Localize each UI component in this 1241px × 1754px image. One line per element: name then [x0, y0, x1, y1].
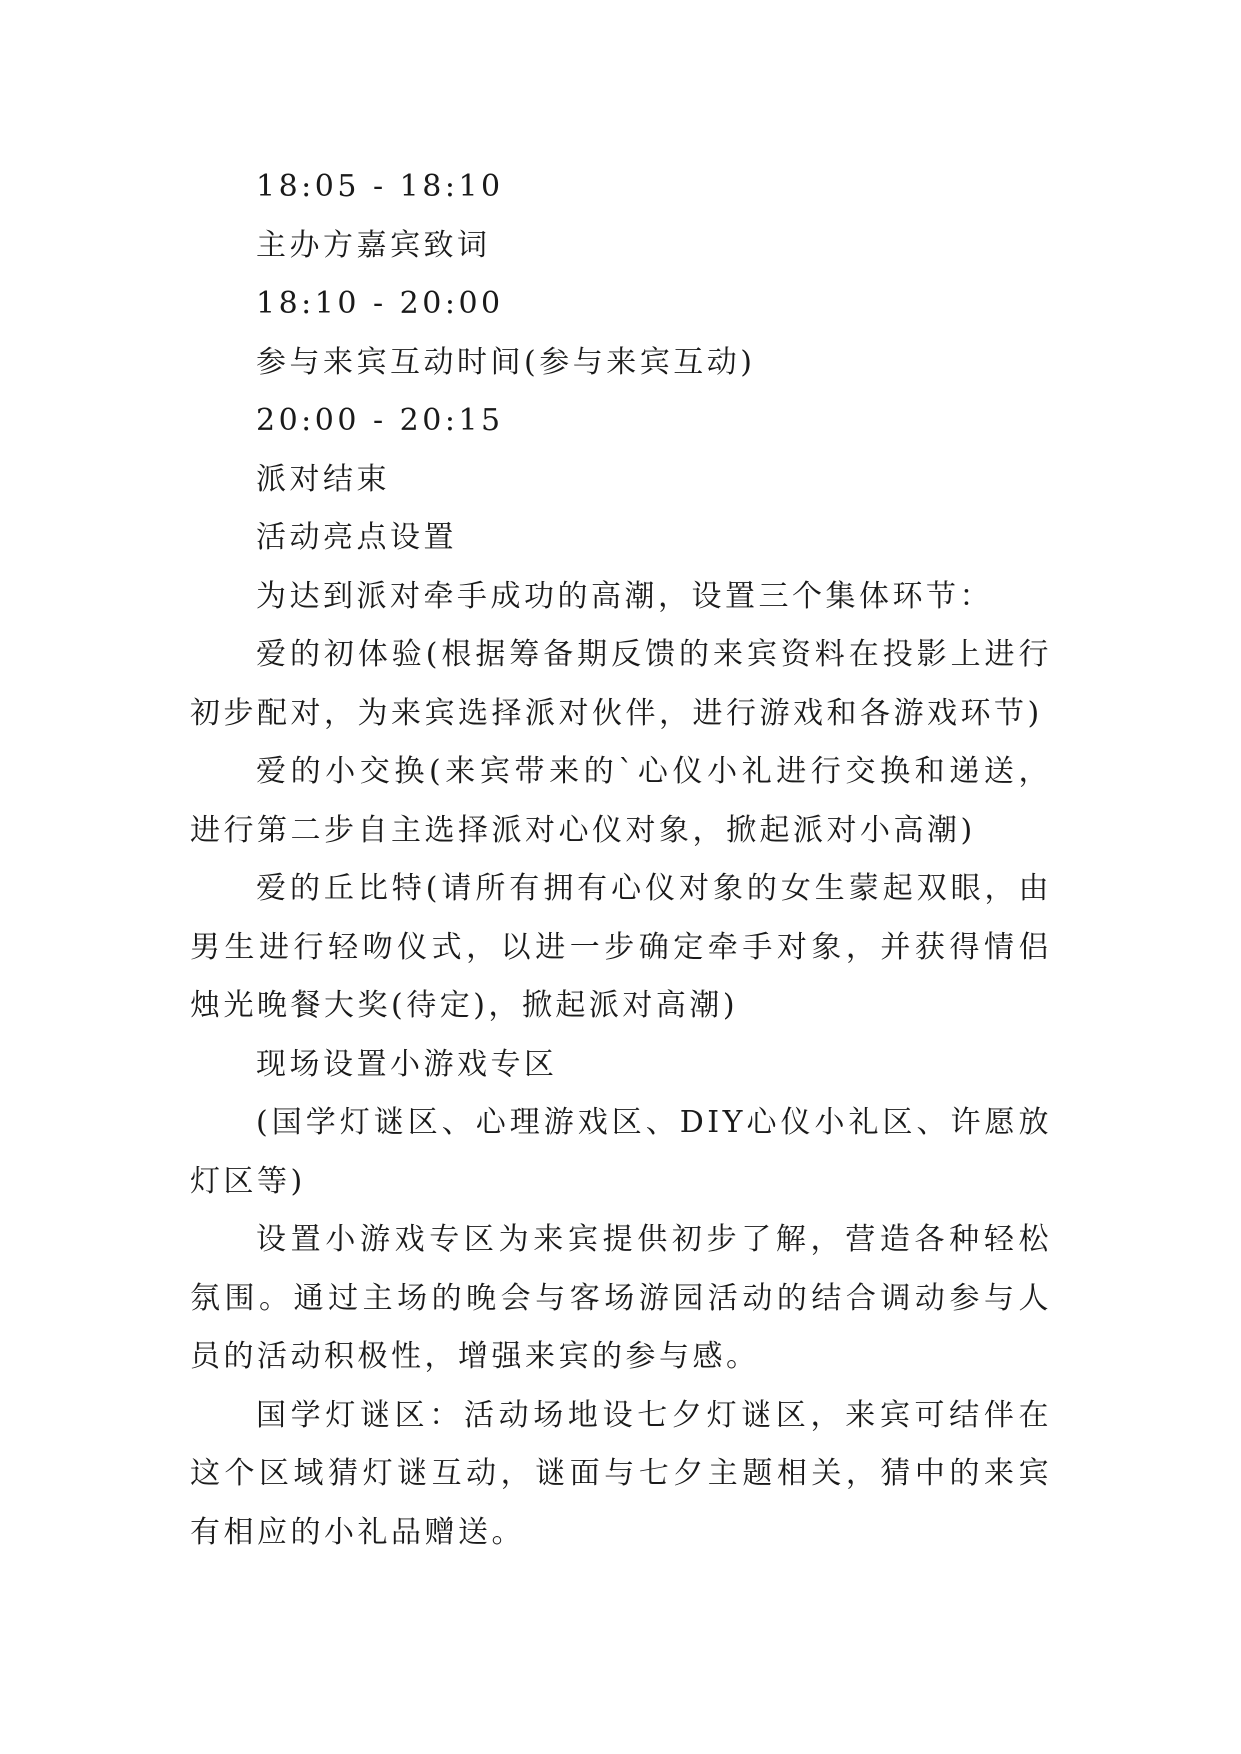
schedule-item-1: 主办方嘉宾致词: [256, 227, 491, 263]
paragraph-cupid: 爱的丘比特(请所有拥有心仪对象的女生蒙起双眼，由男生进行轻吻仪式，以进一步确定牵手对象，并获得情侣烛光晚餐大奖(待定)，掀起派对高潮): [190, 871, 1052, 1023]
section-heading-game-zone: 现场设置小游戏专区: [256, 1046, 558, 1082]
schedule-time-2: 18:10 - 20:00: [256, 286, 504, 321]
schedule-item-3: 派对结束: [256, 461, 390, 497]
paragraph-game-zone-list: (国学灯谜区、心理游戏区、DIY心仪小礼区、许愿放灯区等): [190, 1105, 1052, 1199]
schedule-item-2: 参与来宾互动时间(参与来宾互动): [256, 344, 756, 380]
paragraph-first-experience: 爱的初体验(根据筹备期反馈的来宾资料在投影上进行初步配对，为来宾选择派对伙伴，进行游戏和各游戏环节): [190, 637, 1052, 731]
paragraph-intro: 为达到派对牵手成功的高潮，设置三个集体环节：: [256, 578, 993, 614]
schedule-time-3: 20:00 - 20:15: [256, 403, 504, 438]
section-heading-highlights: 活动亮点设置: [256, 520, 457, 555]
schedule-time-1: 18:05 - 18:10: [256, 169, 504, 204]
paragraph-small-exchange: 爱的小交换(来宾带来的`心仪小礼进行交换和递送，进行第二步自主选择派对心仪对象，掀起派对小高潮): [190, 754, 1052, 848]
paragraph-lantern-riddles: 国学灯谜区：活动场地设七夕灯谜区，来宾可结伴在这个区域猜灯谜互动，谜面与七夕主题相关，猜中的来宾有相应的小礼品赠送。: [190, 1397, 1052, 1550]
document-body: [190, 158, 1052, 1562]
paragraph-game-zone-purpose: 设置小游戏专区为来宾提供初步了解，营造各种轻松氛围。通过主场的晚会与客场游园活动的结合调动参与人员的活动积极性，增强来宾的参与感。: [190, 1222, 1052, 1374]
